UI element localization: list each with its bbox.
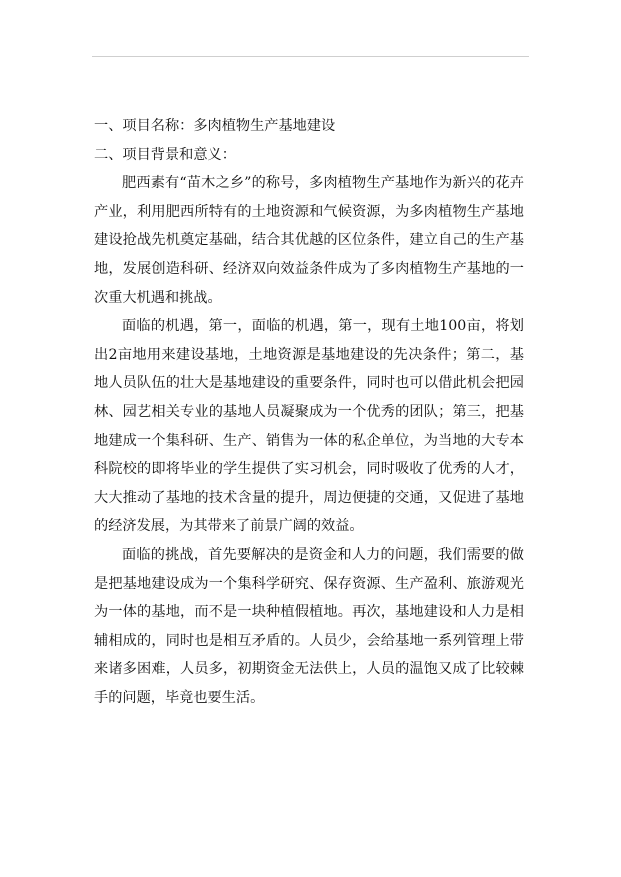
heading-project-background: 二、项目背景和意义： [94,146,236,163]
paragraph-introduction: 肥西素有“苗木之乡”的称号，多肉植物生产基地作为新兴的花卉产业，利用肥西所特有的土地资源和气候资源，为多肉植物生产基地建设抢战先机奠定基础，结合其优越的区位条件，建立自己的生产基地，发展创造科研、经济双向效益条件成为了多肉植物生产基地的一次重大机遇和挑战。 [94,175,524,306]
document-body [94,112,524,712]
heading-project-name: 一、项目名称：多肉植物生产基地建设 [94,118,336,134]
paragraph-opportunities: 面临的机遇，第一，面临的机遇，第一，现有土地100亩，将划出2亩地用来建设基地，土地资源是基地建设的先决条件；第二，基地人员队伍的壮大是基地建设的重要条件，同时也可以借此机会把园林、园艺相关专业的基地人员凝聚成为一个优秀的团队；第三，把基地建成一个集科研、生产、销售为一体的私企单位，为当地的大专本科院校的即将毕业的学生提供了实习机会，同时吸收了优秀的人才，大大推动了基地的技术含量的提升，周边便捷的交通，又促进了基地的经济发展，为其带来了前景广阔的效益。 [94,318,524,535]
header-divider [92,56,529,57]
paragraph-challenges: 面临的挑战，首先要解决的是资金和人力的问题，我们需要的做是把基地建设成为一个集科学研究、保存资源、生产盈利、旅游观光为一体的基地，而不是一块种植假植地。再次，基地建设和人力是相辅相成的，同时也是相互矛盾的。人员少，会给基地一系列管理上带来诸多困难，人员多，初期资金无法供上，人员的温饱又成了比较棘手的问题，毕竟也要生活。 [94,546,524,706]
